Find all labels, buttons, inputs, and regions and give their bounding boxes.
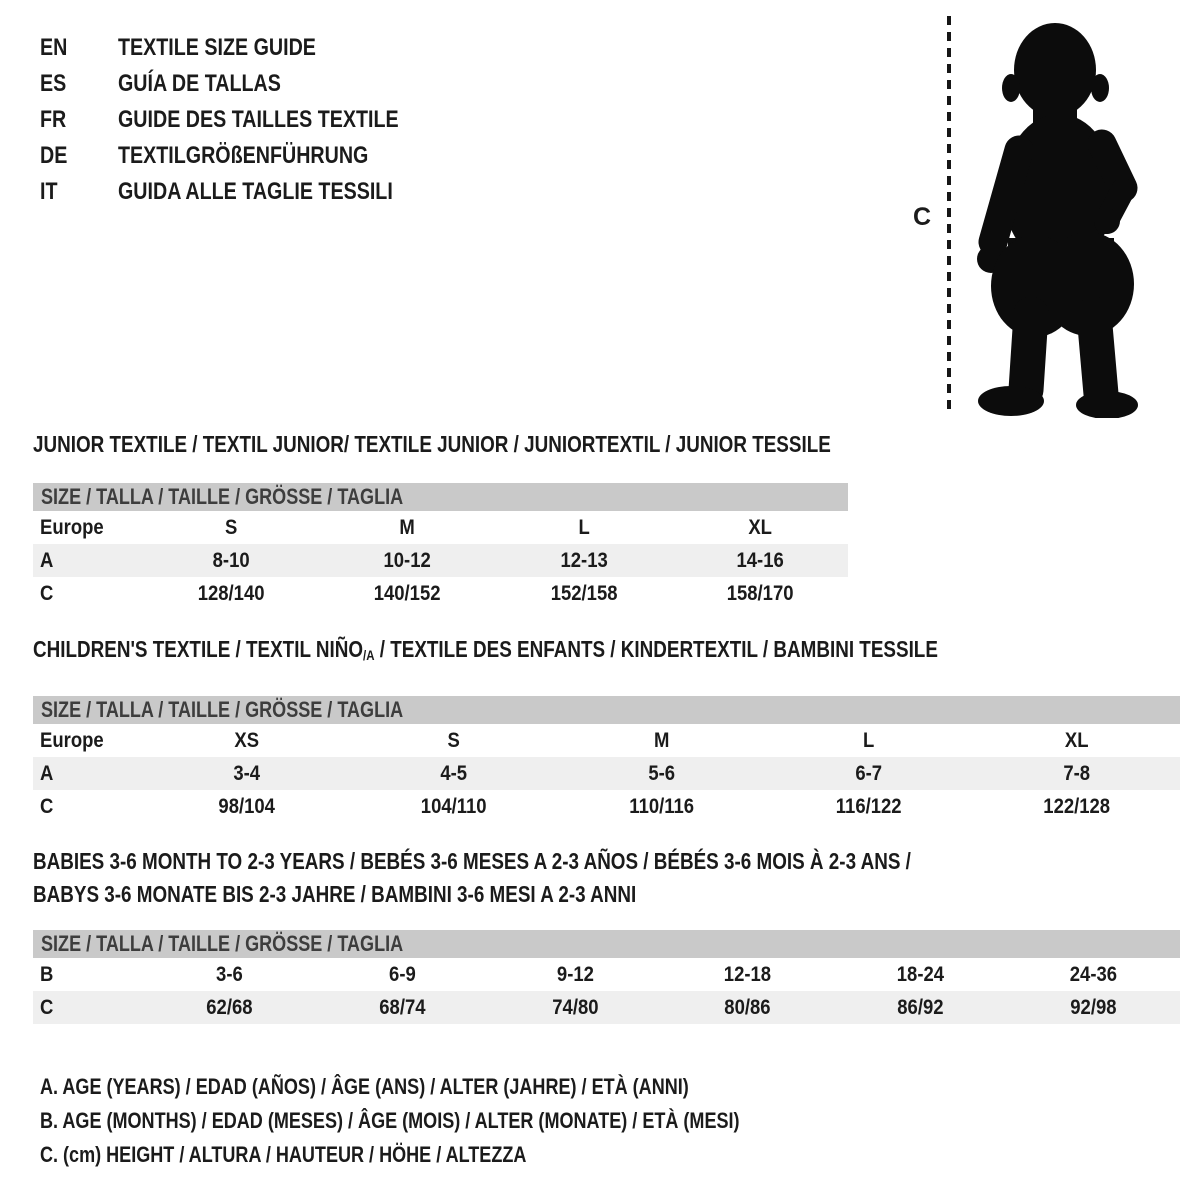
language-row bbox=[40, 174, 460, 210]
height-measure-label: C bbox=[913, 203, 932, 231]
height-cell: 116/122 bbox=[835, 795, 902, 818]
language-row bbox=[40, 30, 460, 66]
table-row bbox=[33, 724, 1180, 757]
age-cell: 8-10 bbox=[212, 549, 250, 572]
size-header-text: SIZE / TALLA / TAILLE / GRÖSSE / TAGLIA bbox=[41, 697, 404, 722]
height-cell: 122/128 bbox=[1042, 795, 1110, 818]
table-row bbox=[33, 511, 848, 544]
guide-title: GUÍA DE TALLAS bbox=[118, 70, 281, 97]
toddler-silhouette-icon bbox=[963, 14, 1139, 418]
guide-title: GUIDE DES TAILLES TEXTILE bbox=[118, 106, 399, 133]
height-cell: 92/98 bbox=[1070, 996, 1117, 1019]
section-title bbox=[33, 845, 1180, 911]
table-row bbox=[33, 757, 1180, 790]
section-title-line1: BABIES 3-6 MONTH TO 2-3 YEARS / BEBÉS 3-6 MESES A 2-3 AÑOS / BÉBÉS 3-6 MOIS À 2-3 ANS / bbox=[33, 848, 911, 874]
height-cell: 74/80 bbox=[551, 996, 599, 1019]
table-row bbox=[33, 958, 1180, 991]
age-cell: 3-6 bbox=[216, 963, 243, 986]
size-header-bar bbox=[33, 930, 1180, 958]
age-cell: 14-16 bbox=[736, 549, 784, 572]
legend-text: C. (cm) HEIGHT / ALTURA / HAUTEUR / HÖHE / ALTEZZA bbox=[40, 1142, 527, 1167]
title-subscript: /A bbox=[363, 647, 375, 663]
table-row bbox=[33, 577, 848, 610]
language-code: ES bbox=[40, 70, 67, 97]
height-cell: 62/68 bbox=[206, 996, 253, 1019]
size-header-bar bbox=[33, 696, 1180, 724]
table-row bbox=[33, 544, 848, 577]
table-row bbox=[33, 790, 1180, 823]
guide-title: TEXTILGRÖßENFÜHRUNG bbox=[118, 142, 369, 169]
size-cell: L bbox=[863, 729, 875, 752]
language-row bbox=[40, 138, 460, 174]
section-title bbox=[33, 432, 848, 456]
legend-line-c bbox=[40, 1138, 893, 1172]
age-cell: 10-12 bbox=[383, 549, 432, 572]
row-label: B bbox=[40, 963, 54, 986]
height-cell: 68/74 bbox=[379, 996, 426, 1019]
language-code: IT bbox=[40, 178, 58, 205]
section-title-text: JUNIOR TEXTILE / TEXTIL JUNIOR/ TEXTILE JUNIOR / JUNIORTEXTIL / JUNIOR TESSILE bbox=[33, 431, 831, 457]
language-code: FR bbox=[40, 106, 67, 133]
age-cell: 12-13 bbox=[559, 549, 608, 572]
row-label: A bbox=[40, 549, 54, 572]
section-title-text bbox=[33, 637, 938, 667]
size-cell: S bbox=[447, 729, 461, 752]
height-cell: 104/110 bbox=[421, 795, 487, 818]
size-cell: XL bbox=[748, 516, 772, 539]
height-measure-dashed-line bbox=[947, 16, 951, 416]
size-cell: M bbox=[399, 516, 416, 539]
size-cell: XL bbox=[1064, 729, 1089, 752]
title-post: / TEXTILE DES ENFANTS / KINDERTEXTIL / BAMBINI TESSILE bbox=[374, 636, 938, 662]
section-junior-textile bbox=[33, 432, 848, 610]
legend-text: A. AGE (YEARS) / EDAD (AÑOS) / ÂGE (ANS) / ALTER (JAHRE) / ETÀ (ANNI) bbox=[40, 1074, 689, 1099]
size-header-text: SIZE / TALLA / TAILLE / GRÖSSE / TAGLIA bbox=[41, 931, 404, 956]
age-cell: 24-36 bbox=[1069, 963, 1118, 986]
language-code: DE bbox=[40, 142, 68, 169]
row-label: Europe bbox=[40, 729, 104, 752]
table-row bbox=[33, 991, 1180, 1024]
language-row bbox=[40, 66, 460, 102]
size-cell: M bbox=[653, 729, 670, 752]
age-cell: 9-12 bbox=[556, 963, 594, 986]
section-babies-textile bbox=[33, 845, 1180, 1024]
language-code: EN bbox=[40, 34, 68, 61]
height-cell: 98/104 bbox=[218, 795, 275, 818]
age-cell: 3-4 bbox=[233, 762, 261, 785]
section-title-line2: BABYS 3-6 MONATE BIS 2-3 JAHRE / BAMBINI 3-6 MESI A 2-3 ANNI bbox=[33, 881, 637, 907]
size-cell: S bbox=[224, 516, 238, 539]
row-label: A bbox=[40, 762, 54, 785]
legend-line-a bbox=[40, 1070, 893, 1104]
age-cell: 18-24 bbox=[897, 963, 945, 986]
size-header-bar bbox=[33, 483, 848, 511]
guide-title: TEXTILE SIZE GUIDE bbox=[118, 34, 316, 61]
size-header-text: SIZE / TALLA / TAILLE / GRÖSSE / TAGLIA bbox=[41, 484, 404, 509]
height-cell: 158/170 bbox=[726, 582, 794, 605]
age-cell: 5-6 bbox=[648, 762, 675, 785]
age-cell: 6-7 bbox=[855, 762, 883, 785]
row-label: C bbox=[40, 996, 54, 1019]
legend bbox=[40, 1070, 893, 1172]
language-row bbox=[40, 102, 460, 138]
size-cell: XS bbox=[234, 729, 260, 752]
language-title-list bbox=[40, 30, 460, 210]
row-label: C bbox=[40, 795, 54, 818]
height-cell: 86/92 bbox=[897, 996, 944, 1019]
guide-title: GUIDA ALLE TAGLIE TESSILI bbox=[118, 178, 393, 205]
height-cell: 152/158 bbox=[550, 582, 618, 605]
legend-text: B. AGE (MONTHS) / EDAD (MESES) / ÂGE (MOIS) / ALTER (MONATE) / ETÀ (MESI) bbox=[40, 1108, 740, 1133]
height-cell: 110/116 bbox=[629, 795, 694, 818]
row-label: C bbox=[40, 582, 54, 605]
size-cell: L bbox=[577, 516, 590, 539]
age-cell: 4-5 bbox=[440, 762, 468, 785]
age-cell: 7-8 bbox=[1062, 762, 1090, 785]
legend-line-b bbox=[40, 1104, 893, 1138]
height-cell: 80/86 bbox=[724, 996, 772, 1019]
section-title bbox=[33, 637, 1180, 667]
section-children-textile bbox=[33, 637, 1180, 823]
row-label: Europe bbox=[40, 516, 104, 539]
age-cell: 12-18 bbox=[724, 963, 772, 986]
height-cell: 140/152 bbox=[373, 582, 441, 605]
title-pre: CHILDREN'S TEXTILE / TEXTIL NIÑO bbox=[33, 636, 364, 662]
height-cell: 128/140 bbox=[197, 582, 265, 605]
age-cell: 6-9 bbox=[388, 963, 416, 986]
